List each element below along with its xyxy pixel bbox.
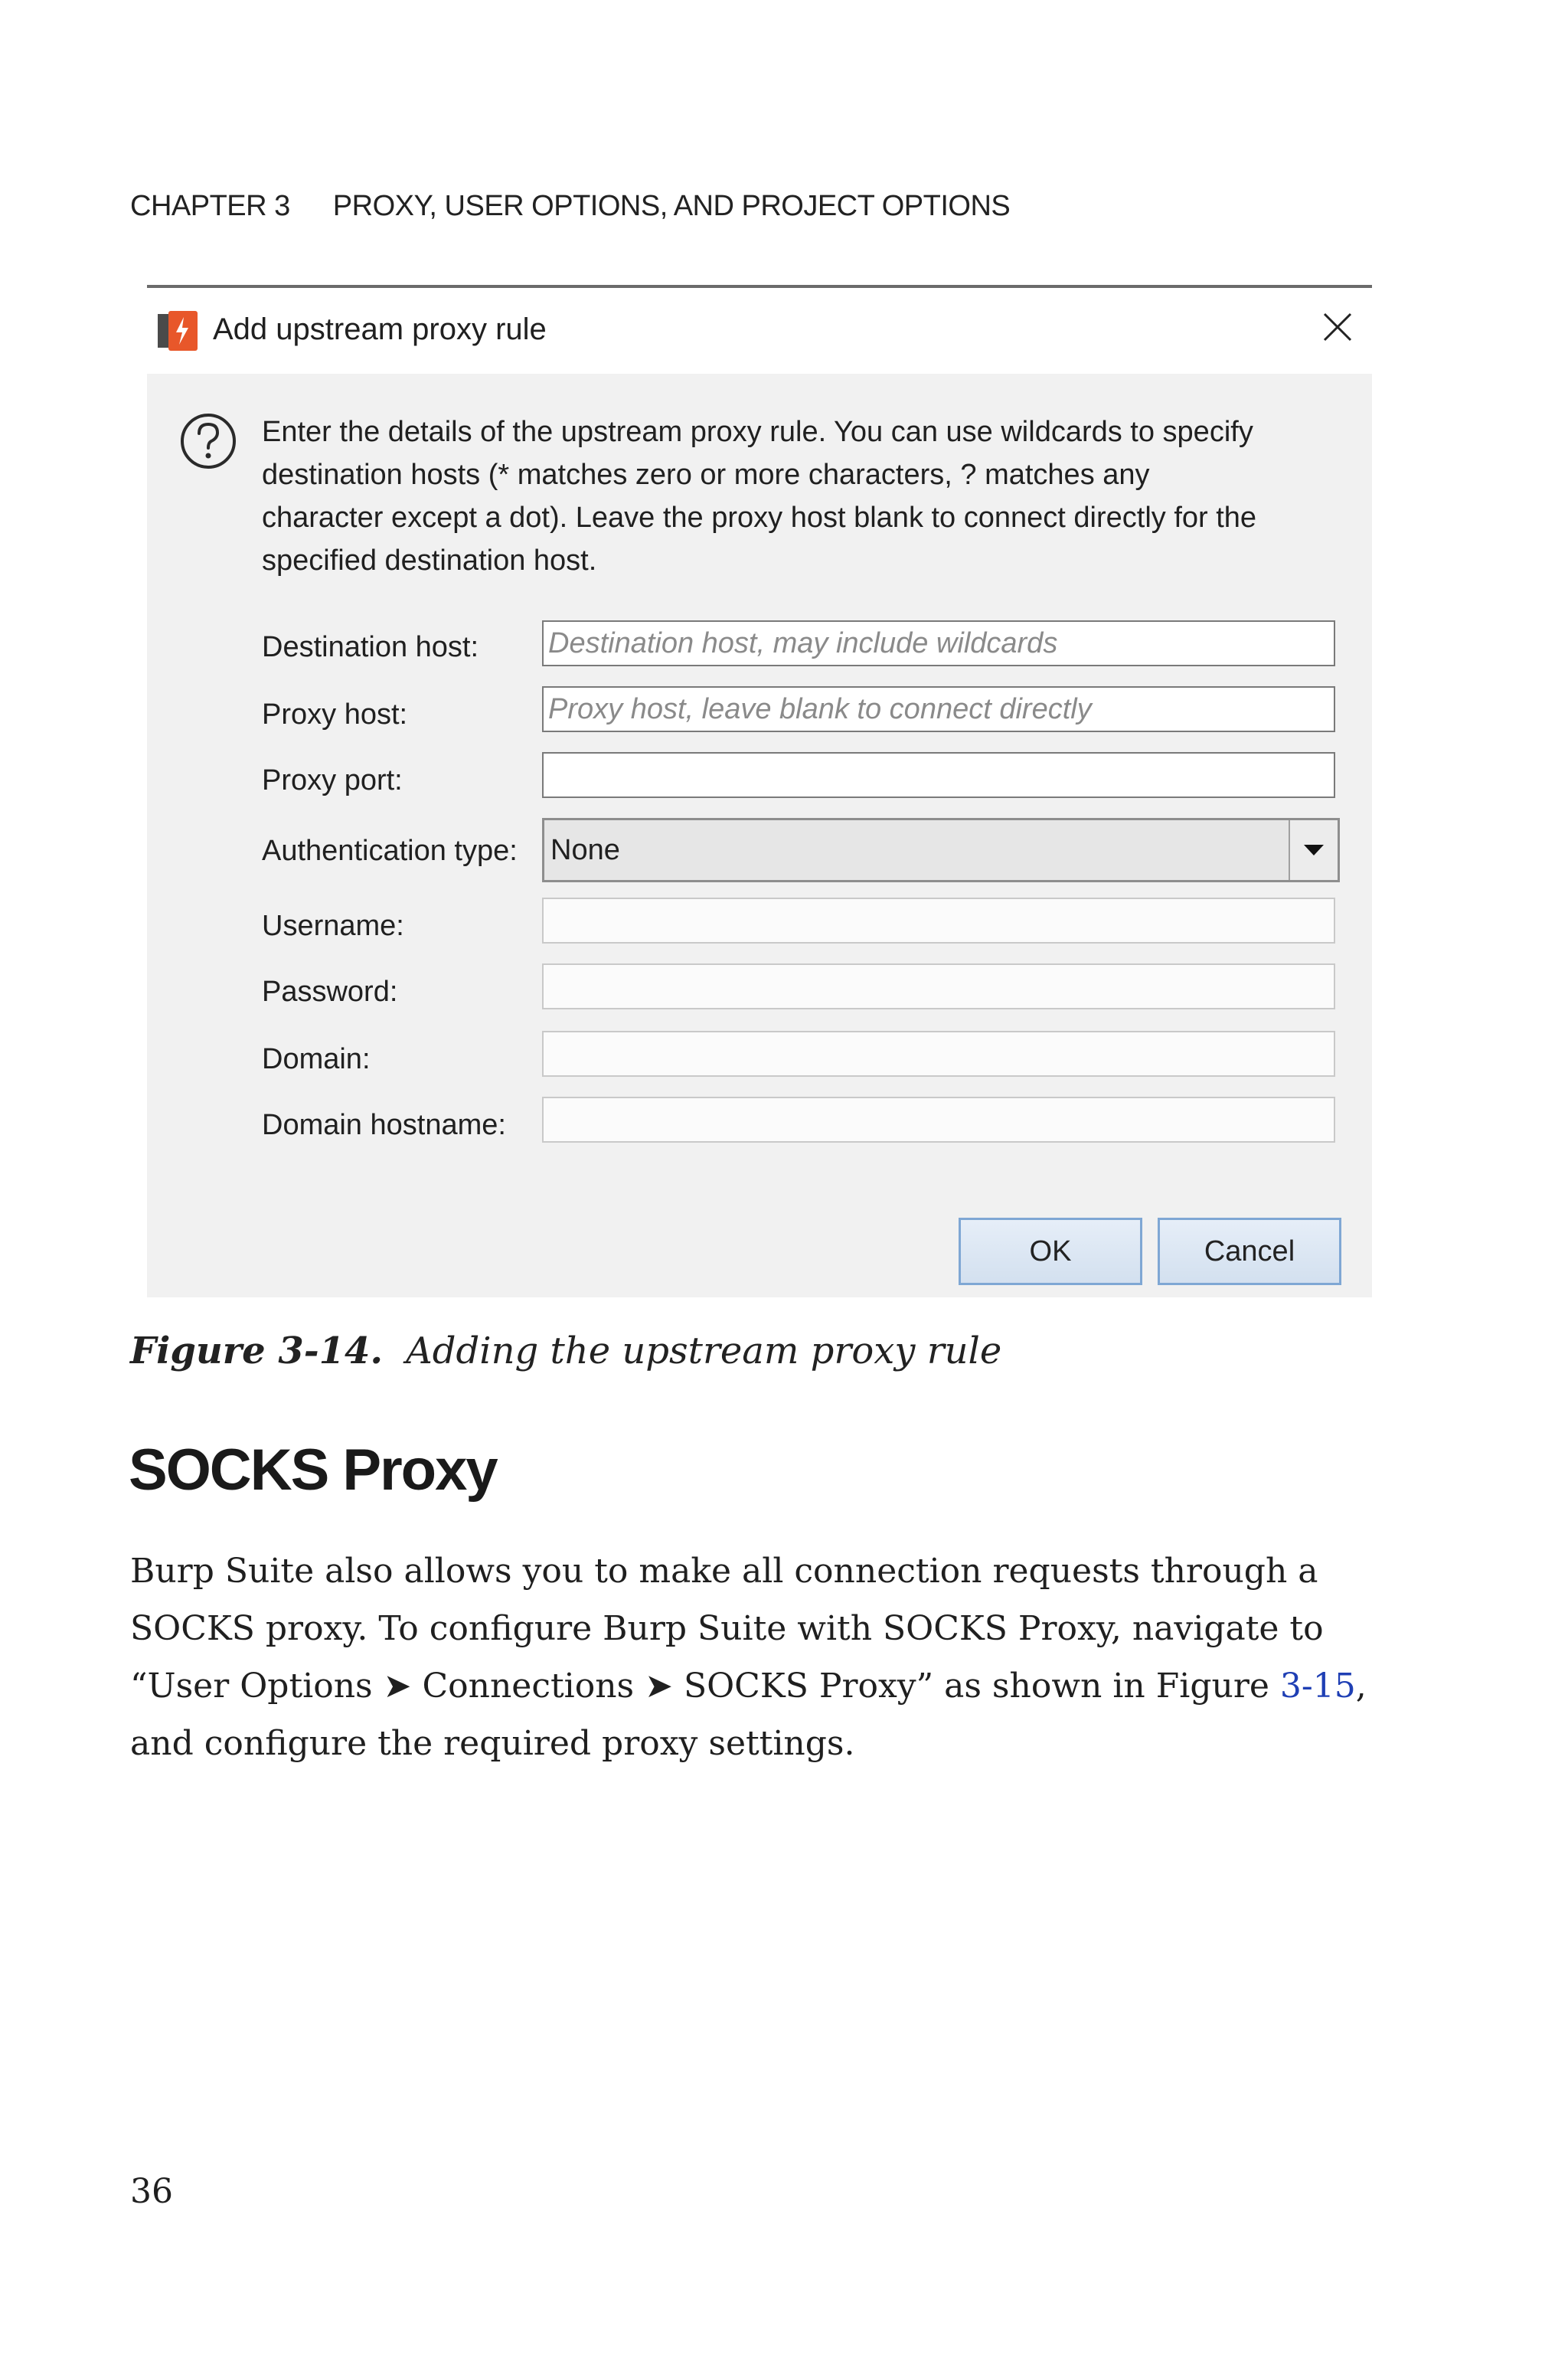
authentication-type-select[interactable] bbox=[542, 818, 1340, 882]
username-input[interactable] bbox=[542, 898, 1335, 944]
dropdown-button[interactable] bbox=[1289, 820, 1338, 880]
proxy-host-input[interactable] bbox=[542, 686, 1335, 732]
figure-link[interactable]: 3-15 bbox=[1279, 1667, 1356, 1706]
proxy-host-label: Proxy host: bbox=[262, 698, 408, 731]
ok-button[interactable]: OK bbox=[959, 1218, 1142, 1285]
authentication-type-value: None bbox=[550, 834, 620, 866]
proxy-port-input[interactable] bbox=[542, 752, 1335, 798]
page-number: 36 bbox=[130, 2172, 173, 2211]
body-paragraph bbox=[130, 1542, 1386, 1772]
section-heading: SOCKS Proxy bbox=[129, 1438, 497, 1503]
figure-number: Figure 3-14. bbox=[130, 1330, 384, 1372]
chevron-down-icon bbox=[1290, 820, 1338, 880]
figure-caption-text: Adding the upstream proxy rule bbox=[406, 1330, 1002, 1372]
username-label: Username: bbox=[262, 910, 404, 942]
proxy-port-label: Proxy port: bbox=[262, 764, 403, 796]
figure-caption bbox=[130, 1330, 1001, 1372]
burp-app-icon bbox=[158, 311, 198, 351]
running-head bbox=[130, 190, 1010, 223]
destination-host-label: Destination host: bbox=[262, 631, 479, 663]
domain-hostname-label: Domain hostname: bbox=[262, 1109, 506, 1141]
paragraph-text: Burp Suite also allows you to make all connection requests through a SOCKS proxy. To configure Burp Suite with SOCKS Proxy, navigate to “User Options ➤ Connections ➤ SOCKS Proxy” as shown in Figure bbox=[130, 1552, 1324, 1706]
running-head-chapter: CHAPTER 3 bbox=[130, 190, 290, 222]
upstream-proxy-dialog bbox=[147, 285, 1372, 1297]
authentication-type-label: Authentication type: bbox=[262, 835, 518, 867]
dialog-help-text: Enter the details of the upstream proxy rule. You can use wildcards to specify destination hosts (* matches zero or more characters, ? matches any character except a dot). Leave the proxy host blank to connect directly for the specified destination host. bbox=[262, 416, 1257, 577]
destination-host-input[interactable] bbox=[542, 620, 1335, 666]
dialog-title: Add upstream proxy rule bbox=[213, 312, 547, 346]
dialog-titlebar bbox=[147, 288, 1372, 374]
close-icon[interactable] bbox=[1318, 308, 1357, 346]
paragraph-text-end: , and configure the required proxy settings. bbox=[130, 1667, 1367, 1763]
running-head-title: PROXY, USER OPTIONS, AND PROJECT OPTIONS bbox=[332, 190, 1011, 222]
cancel-button[interactable]: Cancel bbox=[1158, 1218, 1341, 1285]
help-icon bbox=[179, 412, 237, 470]
domain-label: Domain: bbox=[262, 1043, 371, 1075]
domain-hostname-input[interactable] bbox=[542, 1097, 1335, 1143]
domain-input[interactable] bbox=[542, 1031, 1335, 1077]
password-label: Password: bbox=[262, 976, 398, 1008]
password-input[interactable] bbox=[542, 963, 1335, 1009]
